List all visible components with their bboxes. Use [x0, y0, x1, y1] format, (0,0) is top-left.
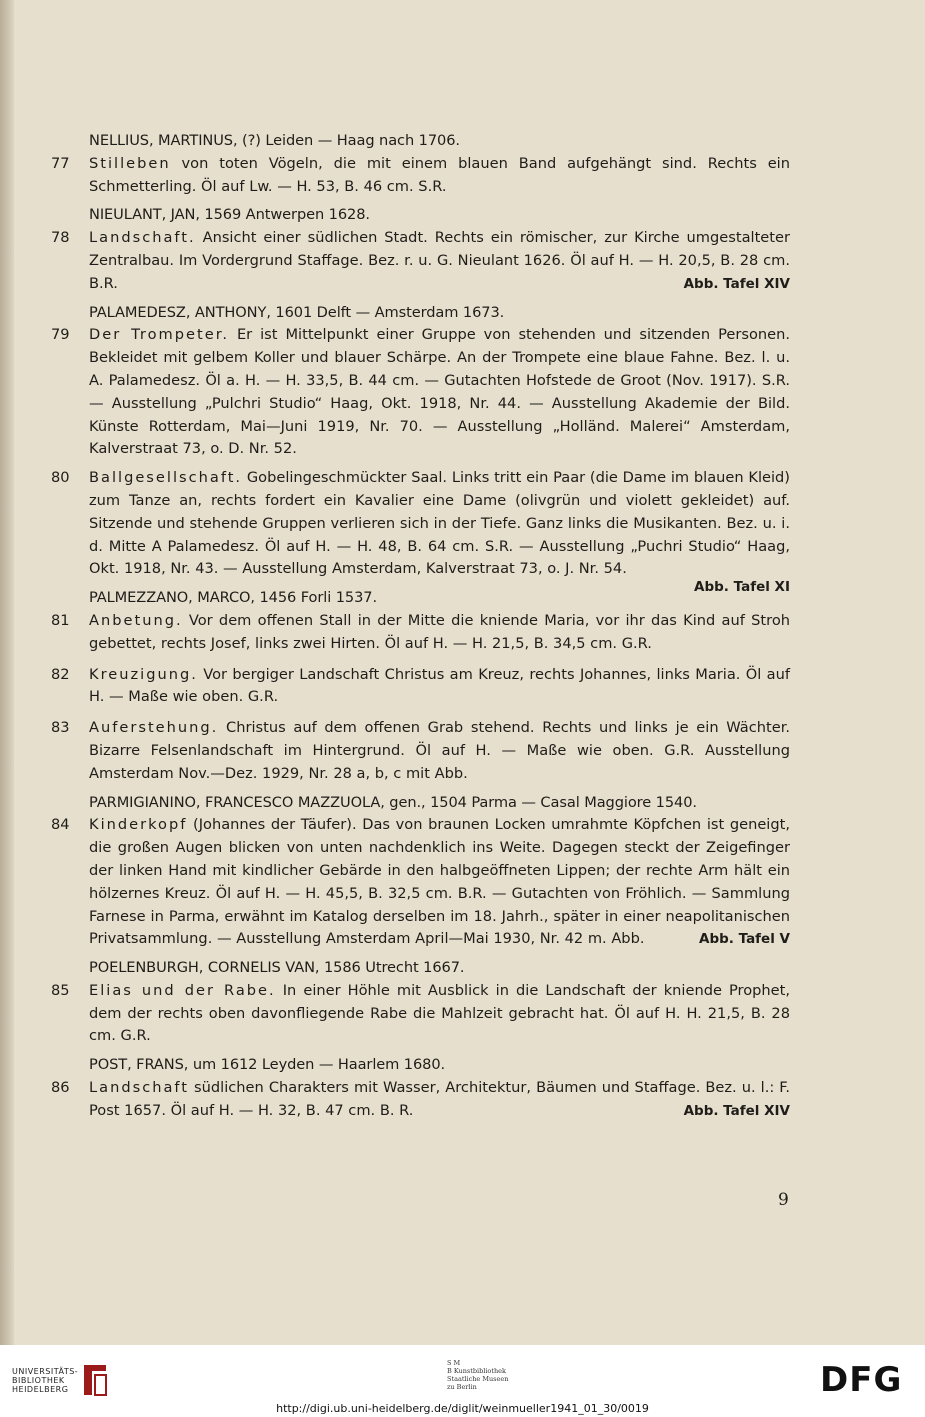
entry-text: Er ist Mittelpunkt einer Gruppe von stehenden und sitzenden Personen. Bekleidet mit gelbem Koller und blauer Schärpe. An der Trompete eine blaue Fahne. Bez. l. u. A. Palamedesz. Öl a. H. — H. 33,5, B. 44 cm. — Gutachten Hofstede de Groot (Nov. 1917). S.R. — Ausstellung „Pulchri Studio“ Haag, Okt. 1918, Nr. 44. — Ausstellung Akademie der Bild. Künste Rotterdam, Mai—Juni 1919, Nr. 70. — Ausstellung „Holländ. Malerei“ Amsterdam, Kalverstraat 73, o. D. Nr. 52. — [89, 326, 790, 458]
entry-number: 85 — [51, 981, 70, 999]
library-emblem-icon — [82, 1363, 108, 1397]
catalog-entry — [51, 980, 790, 1048]
catalog-entry — [51, 324, 790, 461]
entry-title: Kinderkopf — [89, 816, 188, 834]
page-number: 9 — [778, 1190, 789, 1210]
artist-heading: PALMEZZANO, MARCO, 1456 Forli 1537. — [89, 589, 378, 607]
entry-text: Vor dem offenen Stall in der Mitte die kniende Maria, vor ihr das Kind auf Stroh gebettet, rechts Josef, links zwei Hirten. Öl auf H. — H. 21,5, B. 34,5 cm. G.R. — [89, 611, 790, 652]
entry-text: Gobelingeschmückter Saal. Links tritt ein Paar (die Dame im blauen Kleid) zum Tanze an, rechts fordert ein Kavalier eine Dame (olivgrün und violett gekleidet) auf. Sitzende und stehende Gruppen verlieren sich in der Tiefe. Ganz links die Musikanten. Bez. u. i. d. Mitte A Palamedesz. Öl auf H. — H. 48, B. 64 cm. S.R. — Ausstellung „Puchri Studio“ Haag, Okt. 1918, Nr. 43. — Ausstellung Amsterdam, Kalverstraat 73, o. J. Nr. 54. — [89, 469, 790, 578]
entry-number: 81 — [51, 611, 70, 629]
plate-reference: Abb. Tafel XIV — [683, 1102, 790, 1119]
entry-title: Landschaft — [89, 1079, 190, 1097]
artist-heading: NIEULANT, JAN, 1569 Antwerpen 1628. — [89, 206, 370, 224]
entry-text: südlichen Charakters mit Wasser, Architektur, Bäumen und Staffage. Bez. u. l.: F. Post 1657. Öl auf H. — H. 32, B. 47 cm. B. R. — [89, 1079, 790, 1119]
artist-heading: POELENBURGH, CORNELIS VAN, 1586 Utrecht 1667. — [89, 959, 465, 977]
permalink-url[interactable]: http://digi.ub.uni-heidelberg.de/diglit/weinmueller1941_01_30/0019 — [276, 1402, 649, 1415]
viewer-footer — [0, 1345, 925, 1417]
catalog-entry — [51, 1077, 790, 1123]
artist-heading: NELLIUS, MARTINUS, (?) Leiden — Haag nach 1706. — [89, 132, 460, 149]
plate-reference: Abb. Tafel V — [699, 931, 790, 948]
plate-reference: Abb. Tafel XIV — [683, 275, 790, 292]
university-library-logo[interactable] — [12, 1363, 108, 1397]
artist-heading: POST, FRANS, um 1612 Leyden — Haarlem 1680. — [89, 1056, 446, 1074]
catalog-entry — [51, 664, 790, 710]
entry-text: (Johannes der Täufer). Das von braunen Locken umrahmte Köpfchen ist geneigt, die großen Augen blicken von unten nachdenklich ins Weite. Dagegen steckt der Zeigefinger der linken Hand mit kindlicher Gebärde in den halbgeöffneten Lippen; der rechte Arm hält ein hölzernes Kreuz. Öl auf H. — H. 45,5, B. 32,5 cm. B.R. — Gutachten von Fröhlich. — Sammlung Farnese in Parma, erwähnt im Katalog derselben im 18. Jahrh., später in einer neapolitanischen Privatsammlung. — Ausstellung Amsterdam April—Mai 1930, Nr. 42 m. Abb. — [89, 816, 790, 948]
entry-number: 80 — [51, 469, 70, 487]
entry-text: Vor bergiger Landschaft Christus am Kreuz, rechts Johannes, links Maria. Öl auf H. — Maße wie oben. G.R. — [89, 665, 790, 706]
entry-number: 82 — [51, 665, 70, 683]
museum-logo[interactable]: S M B Kunstbibliothek Staatliche Museen zu Berlin — [447, 1359, 509, 1391]
entry-title: Der Trompeter. — [89, 326, 229, 344]
dfg-logo[interactable]: DFG — [820, 1360, 903, 1400]
plate-reference: Abb. Tafel XI — [694, 579, 790, 596]
entry-title: Landschaft. — [89, 229, 196, 247]
entry-title: Anbetung. — [89, 611, 183, 629]
entry-title: Elias und der Rabe. — [89, 981, 276, 999]
entry-number: 83 — [51, 719, 70, 737]
catalog-text — [51, 130, 790, 1123]
entry-text: von toten Vögeln, die mit einem blauen Band aufgehängt sind. Rechts ein Schmetterling. Öl auf Lw. — H. 53, B. 46 cm. S.R. — [89, 154, 790, 195]
entry-number: 77 — [51, 154, 70, 172]
catalog-entry — [51, 814, 790, 951]
entry-text: In einer Höhle mit Ausblick in die Landschaft der kniende Prophet, dem der rechts oben davonfliegende Rabe die Mahlzeit gebracht hat. Öl auf H. H. 21,5, B. 28 cm. G.R. — [89, 981, 790, 1045]
page-edge-shadow — [0, 0, 14, 1345]
catalog-entry — [51, 227, 790, 295]
catalog-entry — [51, 153, 790, 199]
entry-text: Ansicht einer südlichen Stadt. Rechts ein römischer, zur Kirche umgestalteter Zentralbau. Im Vordergrund Staffage. Bez. r. u. G. Nieulant 1626. Öl auf H. — H. 20,5, B. 28 cm. B.R. — [89, 229, 790, 292]
entry-title: Kreuzigung. — [89, 665, 198, 683]
catalog-entry — [51, 717, 790, 785]
catalog-entry — [51, 610, 790, 656]
entry-title: Stilleben — [89, 154, 171, 172]
entry-text: Christus auf dem offenen Grab stehend. Rechts und links je ein Wächter. Bizarre Felsenlandschaft im Hintergrund. Öl auf H. — Maße wie oben. G.R. Ausstellung Amsterdam Nov.—Dez. 1929, Nr. 28 a, b, c mit Abb. — [89, 719, 790, 782]
entry-number: 78 — [51, 229, 70, 247]
entry-title: Ballgesellschaft. — [89, 469, 243, 487]
library-name: UNIVERSITÄTS- BIBLIOTHEK HEIDELBERG — [12, 1366, 79, 1394]
entry-number: 84 — [51, 816, 70, 834]
entry-title: Auferstehung. — [89, 719, 219, 737]
artist-heading: PARMIGIANINO, FRANCESCO MAZZUOLA, gen., 1504 Parma — Casal Maggiore 1540. — [89, 793, 697, 811]
entry-number: 86 — [51, 1079, 70, 1097]
artist-heading: PALAMEDESZ, ANTHONY, 1601 Delft — Amsterdam 1673. — [89, 303, 505, 321]
entry-number: 79 — [51, 326, 70, 344]
catalog-entry — [51, 467, 790, 596]
